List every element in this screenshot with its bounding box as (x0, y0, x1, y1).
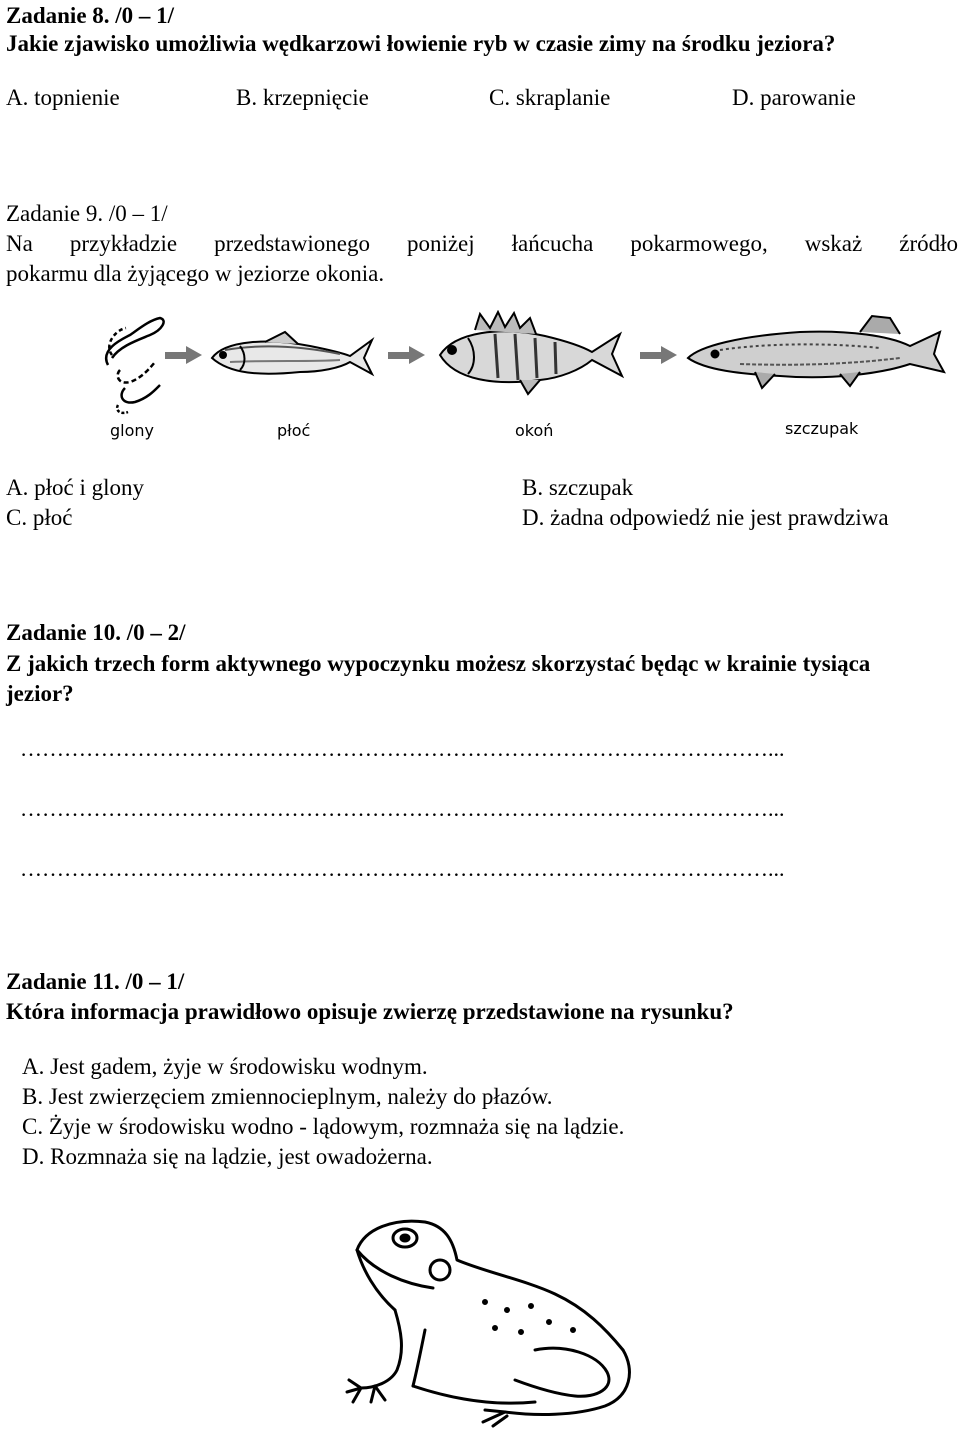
answer-line[interactable]: …………………………………………………………………………………………... (20, 736, 785, 761)
task8-question: Jakie zjawisko umożliwia wędkarzowi łowienie ryb w czasie zimy na środku jeziora? (6, 31, 836, 56)
frog-illustration (335, 1210, 655, 1430)
task8-option-c: C. skraplanie (489, 85, 611, 110)
perch-fish-icon (440, 312, 622, 394)
chain-label-glony: glony (110, 421, 154, 440)
arrow-icon (640, 346, 677, 364)
answer-line[interactable]: …………………………………………………………………………………………... (20, 796, 785, 821)
task8-option-d: D. parowanie (732, 85, 856, 110)
food-chain-illustration (0, 310, 960, 460)
task9-question-line2: pokarmu dla żyjącego w jeziorze okonia. (6, 261, 385, 286)
arrow-icon (165, 346, 202, 364)
task11-question: Która informacja prawidłowo opisuje zwierzę przedstawione na rysunku? (6, 999, 734, 1024)
frog-icon (347, 1221, 629, 1426)
task9-option-d: D. żadna odpowiedź nie jest prawdziwa (522, 505, 889, 530)
task9-option-b: B. szczupak (522, 475, 634, 500)
task9-question-line1: Na przykładzie przedstawionego poniżej łańcucha pokarmowego, wskaż źródło (6, 231, 958, 256)
task11-option-c: C. Żyje w środowisku wodno - lądowym, rozmnaża się na lądzie. (22, 1114, 625, 1139)
chain-label-szczupak: szczupak (785, 419, 859, 438)
chain-label-okon: okoń (515, 421, 554, 440)
answer-line[interactable]: …………………………………………………………………………………………... (20, 856, 785, 881)
task11-title: Zadanie 11. /0 – 1/ (6, 969, 185, 994)
task8-title: Zadanie 8. /0 – 1/ (6, 3, 175, 28)
task11-option-a: A. Jest gadem, żyje w środowisku wodnym. (22, 1054, 428, 1079)
pike-fish-icon (688, 316, 944, 388)
algae-icon (106, 318, 163, 413)
task10-question-line2: jezior? (6, 681, 74, 706)
task10-title: Zadanie 10. /0 – 2/ (6, 620, 186, 645)
task8-option-a: A. topnienie (6, 85, 120, 110)
task8-option-b: B. krzepnięcie (236, 85, 369, 110)
arrow-icon (388, 346, 425, 364)
task9-title: Zadanie 9. /0 – 1/ (6, 201, 168, 226)
task10-question-line1: Z jakich trzech form aktywnego wypoczynku możesz skorzystać będąc w krainie tysiąca (6, 651, 871, 676)
task11-option-b: B. Jest zwierzęciem zmiennocieplnym, należy do płazów. (22, 1084, 553, 1109)
task9-option-c: C. płoć (6, 505, 73, 530)
task11-option-d: D. Rozmnaża się na lądzie, jest owadożerna. (22, 1144, 433, 1169)
chain-label-ploc: płoć (277, 421, 311, 440)
roach-fish-icon (212, 332, 372, 374)
task9-option-a: A. płoć i glony (6, 475, 144, 500)
